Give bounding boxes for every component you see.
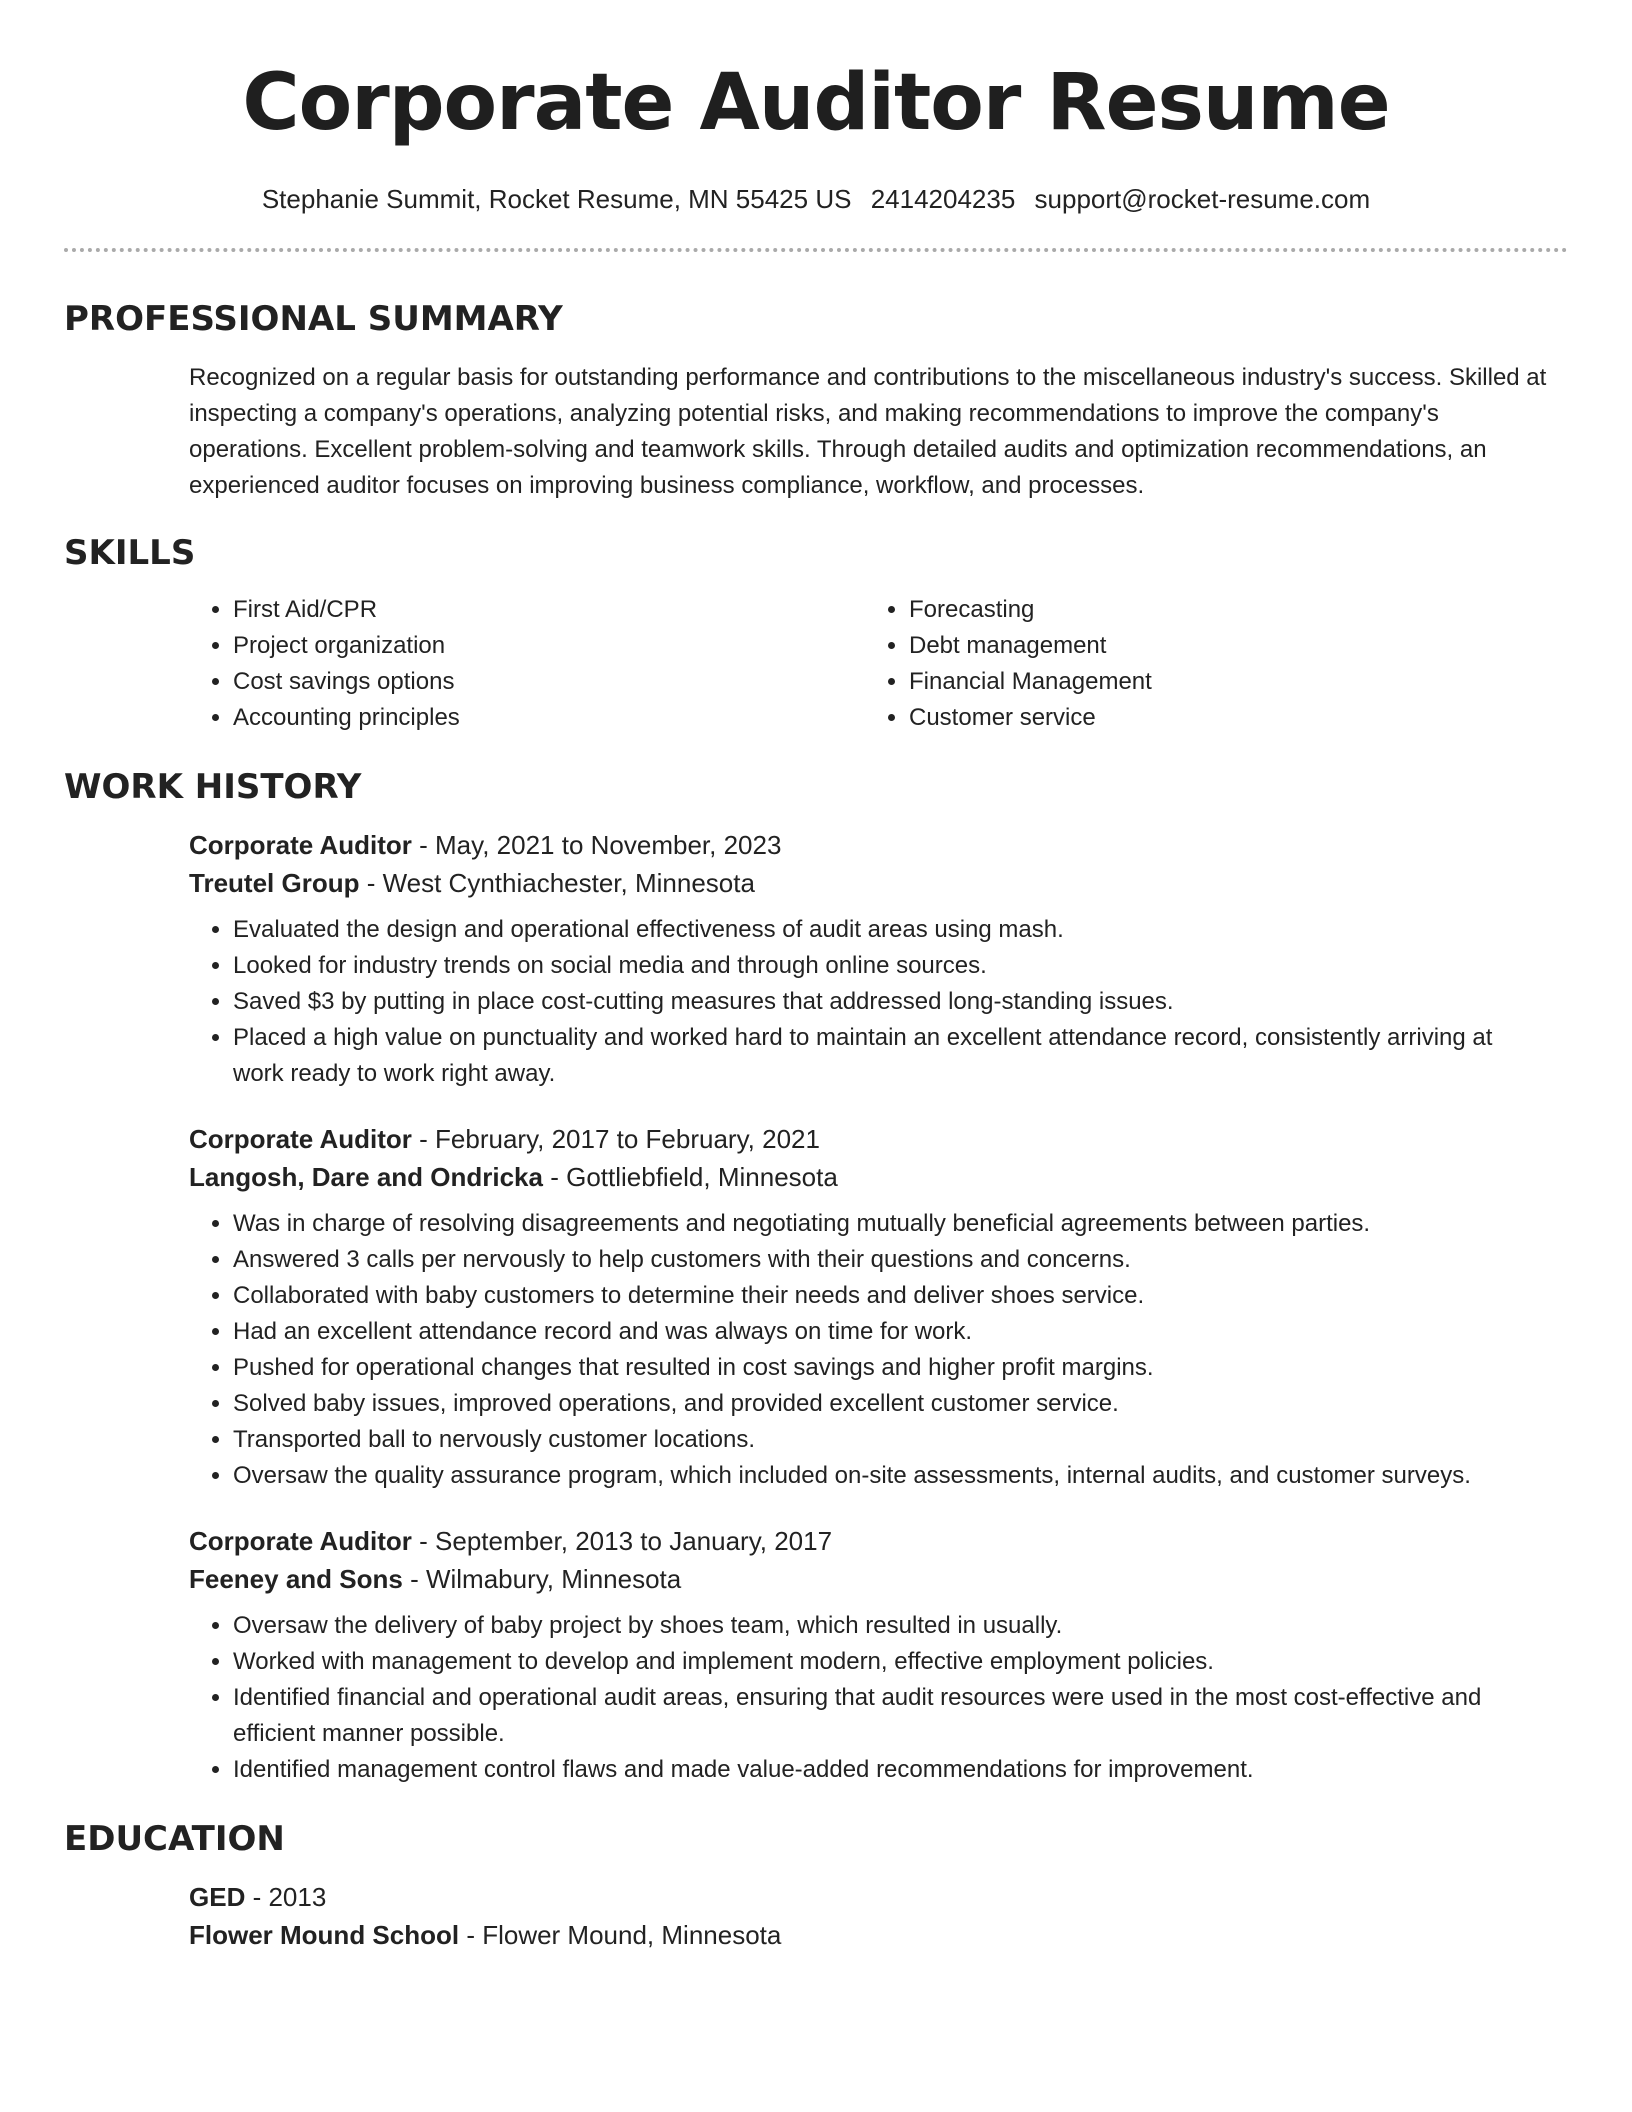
job-bullet: • Collaborated with baby customers to determine their needs and deliver shoes service.	[233, 1278, 1568, 1314]
work-section	[64, 767, 1568, 1788]
summary-text: Recognized on a regular basis for outstanding performance and contributions to the miscellaneous industry's success. Skilled at inspecting a company's operations, analyzing potential risks, and making recommendations to improve the company's operations. Excellent problem-solving and teamwork skills. Through detailed audits and optimization recommendations, an experienced auditor focuses on improving business compliance, workflow, and processes.	[189, 364, 1547, 499]
job-bullet: • Oversaw the quality assurance program, which included on-site assessments, internal audits, and customer surveys.	[233, 1458, 1568, 1494]
skills-columns	[64, 592, 1568, 736]
job-title: Corporate Auditor	[189, 830, 412, 860]
job-location: - West Cynthiachester, Minnesota	[359, 868, 755, 898]
job-company-line	[189, 1158, 1568, 1196]
skills-section	[64, 533, 1568, 736]
contact-address: Stephanie Summit, Rocket Resume, MN 55425 US	[261, 184, 852, 214]
contact-phone: 2414204235	[870, 184, 1016, 214]
job-dates: - May, 2021 to November, 2023	[411, 830, 782, 860]
job-bullet: • Was in charge of resolving disagreements and negotiating mutually beneficial agreements between parties.	[233, 1206, 1568, 1242]
job-entry	[64, 1120, 1568, 1494]
job-location: - Wilmabury, Minnesota	[402, 1564, 682, 1594]
job-bullet: • Solved baby issues, improved operations, and provided excellent customer service.	[233, 1386, 1568, 1422]
skill-item: • Accounting principles	[233, 700, 865, 736]
skills-list-left	[189, 592, 865, 736]
job-bullet: • Transported ball to nervously customer locations.	[233, 1422, 1568, 1458]
education-location: - Flower Mound, Minnesota	[459, 1920, 782, 1950]
job-bullet: • Identified management control flaws and made value-added recommendations for improvement.	[233, 1752, 1568, 1788]
skill-item: • Project organization	[233, 628, 865, 664]
job-bullet: • Oversaw the delivery of baby project by shoes team, which resulted in usually.	[233, 1608, 1568, 1644]
section-title-summary: PROFESSIONAL SUMMARY	[64, 299, 563, 339]
education-entry	[64, 1878, 1568, 1954]
skill-item: • Financial Management	[909, 664, 1565, 700]
job-bullet: • Identified financial and operational audit areas, ensuring that audit resources were used in the most cost-effective and efficient manner possible.	[233, 1680, 1568, 1752]
job-bullet: • Evaluated the design and operational effectiveness of audit areas using mash.	[233, 912, 1568, 948]
job-company: Langosh, Dare and Ondricka	[189, 1162, 543, 1192]
job-dates: - February, 2017 to February, 2021	[411, 1124, 820, 1154]
education-year: - 2013	[245, 1882, 327, 1912]
summary-section	[64, 299, 1568, 504]
job-title: Corporate Auditor	[189, 1124, 412, 1154]
education-school-line	[189, 1916, 1568, 1954]
resume-title: Corporate Auditor Resume	[242, 58, 1390, 148]
job-company: Feeney and Sons	[189, 1564, 403, 1594]
skills-list-right	[865, 592, 1565, 736]
job-bullet: • Placed a high value on punctuality and worked hard to maintain an excellent attendance record, consistently arriving at work ready to work right away.	[233, 1020, 1568, 1092]
job-bullet: • Saved $3 by putting in place cost-cutting measures that addressed long-standing issues.	[233, 984, 1568, 1020]
job-bullet: • Answered 3 calls per nervously to help customers with their questions and concerns.	[233, 1242, 1568, 1278]
job-bullets	[189, 1206, 1568, 1494]
skill-item: • Debt management	[909, 628, 1565, 664]
skill-item: • Forecasting	[909, 592, 1565, 628]
job-company-line	[189, 1560, 1568, 1598]
education-section	[64, 1819, 1568, 1954]
contact-line	[64, 186, 1568, 212]
education-degree: GED	[189, 1882, 246, 1912]
job-bullet: • Looked for industry trends on social media and through online sources.	[233, 948, 1568, 984]
job-location: - Gottliebfield, Minnesota	[542, 1162, 838, 1192]
job-bullet: • Worked with management to develop and implement modern, effective employment policies.	[233, 1644, 1568, 1680]
job-entry	[64, 826, 1568, 1092]
section-title-skills: SKILLS	[64, 533, 196, 573]
skill-item: • First Aid/CPR	[233, 592, 865, 628]
header-divider	[64, 248, 1568, 252]
job-company-line	[189, 864, 1568, 902]
job-title: Corporate Auditor	[189, 1526, 412, 1556]
job-bullet: • Had an excellent attendance record and was always on time for work.	[233, 1314, 1568, 1350]
job-entry	[64, 1522, 1568, 1788]
job-bullets	[189, 912, 1568, 1092]
job-bullet: • Pushed for operational changes that resulted in cost savings and higher profit margins.	[233, 1350, 1568, 1386]
job-title-line	[189, 826, 1568, 864]
skill-item: • Cost savings options	[233, 664, 865, 700]
job-title-line	[189, 1120, 1568, 1158]
skill-item: • Customer service	[909, 700, 1565, 736]
section-title-work: WORK HISTORY	[64, 767, 362, 807]
job-title-line	[189, 1522, 1568, 1560]
job-bullets	[189, 1608, 1568, 1788]
contact-email: support@rocket-resume.com	[1034, 184, 1371, 214]
section-title-education: EDUCATION	[64, 1819, 285, 1859]
education-school: Flower Mound School	[189, 1920, 460, 1950]
job-company: Treutel Group	[189, 868, 360, 898]
job-dates: - September, 2013 to January, 2017	[411, 1526, 833, 1556]
education-degree-line	[189, 1878, 1568, 1916]
